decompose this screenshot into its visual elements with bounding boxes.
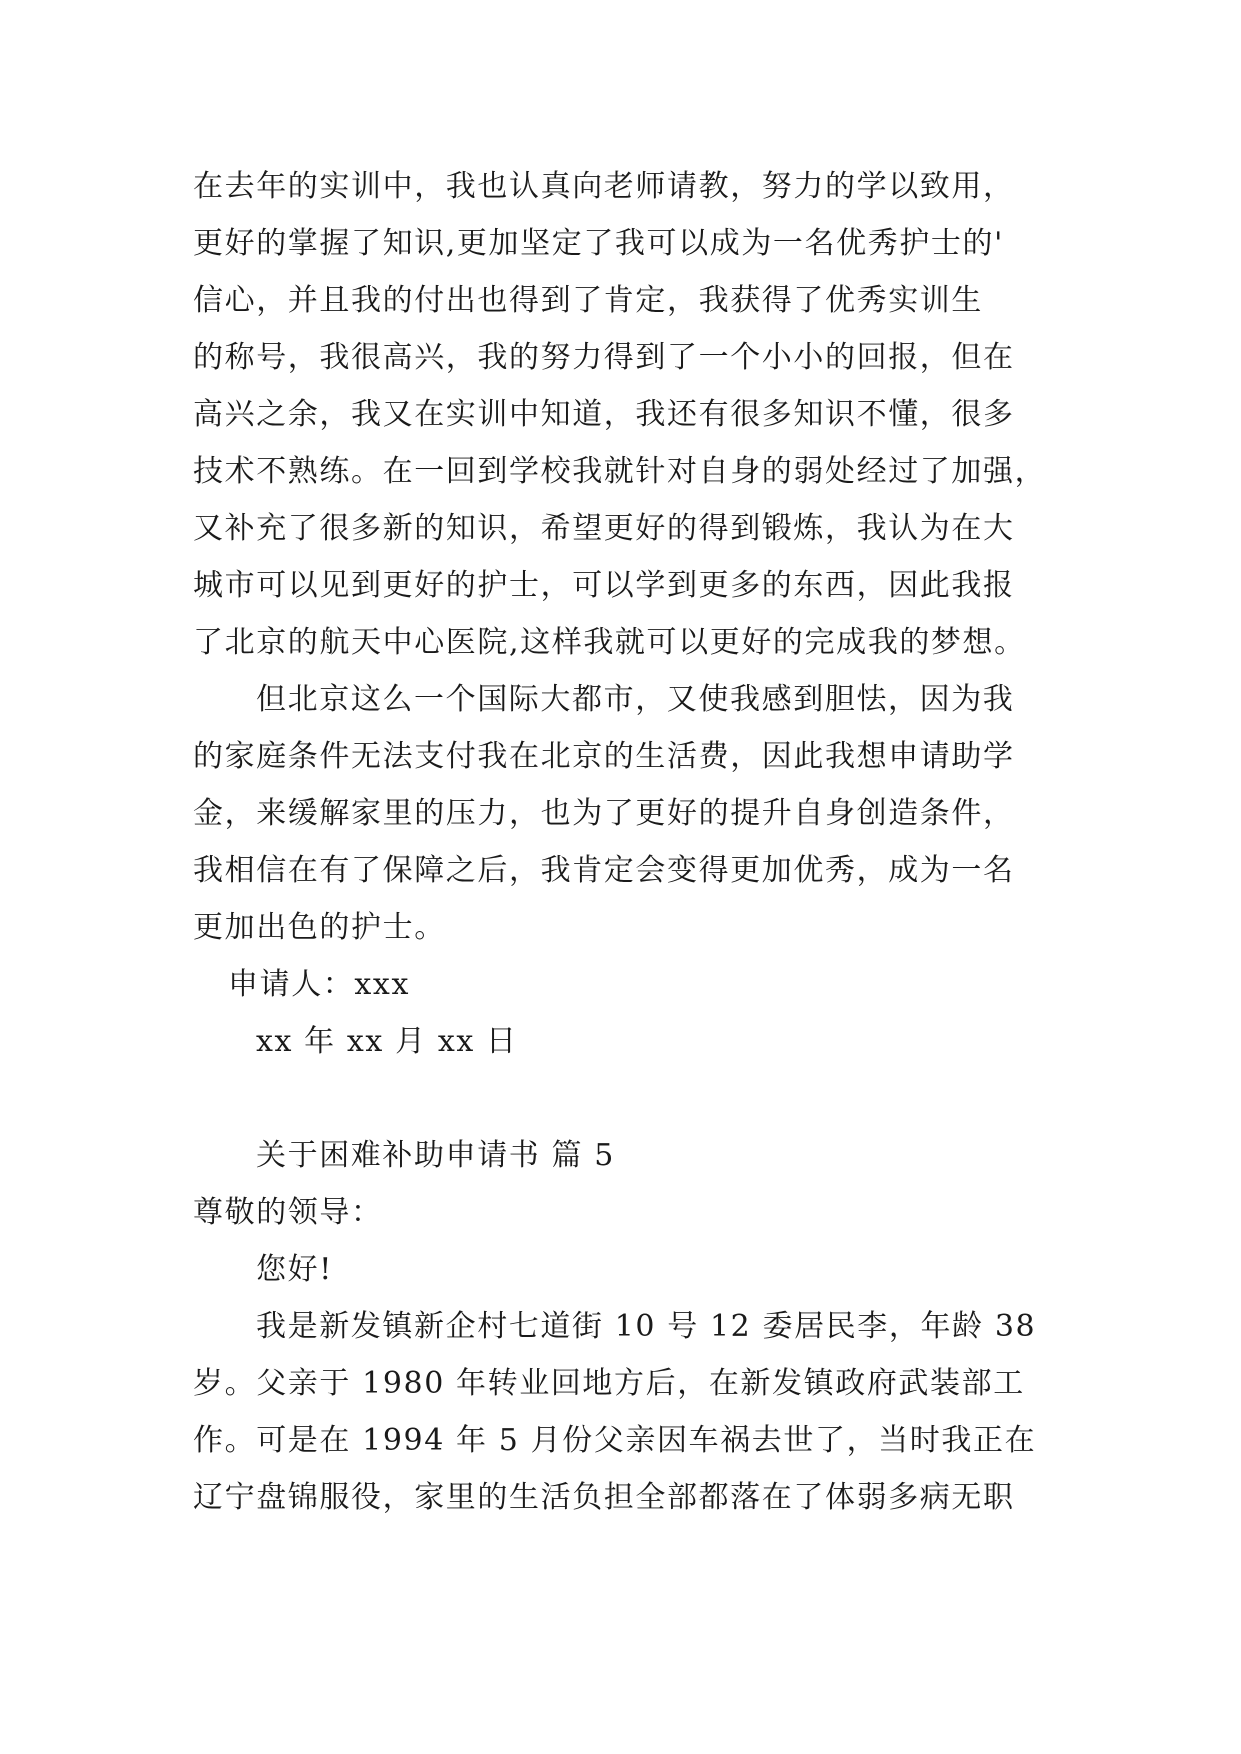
- paragraph-2-line-1: 但北京这么一个国际大都市，又使我感到胆怯，因为我: [256, 682, 1015, 717]
- paragraph-3-line-3: 作。可是在 1994 年 5 月份父亲因车祸去世了，当时我正在: [193, 1423, 1037, 1458]
- paragraph-1-line-8: 城市可以见到更好的护士，可以学到更多的东西，因此我报: [193, 568, 1015, 603]
- applicant-signature: 申请人：xxx: [228, 967, 410, 1002]
- paragraph-1-line-2: 更好的掌握了知识,更加坚定了我可以成为一名优秀护士的': [193, 226, 1004, 261]
- paragraph-1-line-7: 又补充了很多新的知识，希望更好的得到锻炼，我认为在大: [193, 511, 1015, 546]
- greeting: 您好!: [256, 1252, 333, 1287]
- paragraph-1-line-5: 高兴之余，我又在实训中知道，我还有很多知识不懂，很多: [193, 397, 1015, 432]
- paragraph-1-line-4: 的称号，我很高兴，我的努力得到了一个小小的回报，但在: [193, 340, 1015, 375]
- salutation: 尊敬的领导：: [193, 1195, 383, 1230]
- paragraph-2-line-3: 金，来缓解家里的压力，也为了更好的提升自身创造条件，: [193, 796, 1015, 831]
- paragraph-2-line-4: 我相信在有了保障之后，我肯定会变得更加优秀，成为一名: [193, 853, 1015, 888]
- signature-date: xx 年 xx 月 xx 日: [256, 1024, 518, 1059]
- paragraph-1-line-6: 技术不熟练。在一回到学校我就针对自身的弱处经过了加强，: [193, 454, 1047, 489]
- paragraph-1-line-3: 信心，并且我的付出也得到了肯定，我获得了优秀实训生: [193, 283, 983, 318]
- section-title: 关于困难补助申请书 篇 5: [256, 1138, 615, 1173]
- paragraph-3-line-1: 我是新发镇新企村七道街 10 号 12 委居民李，年龄 38: [256, 1309, 1037, 1344]
- paragraph-3-line-2: 岁。父亲于 1980 年转业回地方后，在新发镇政府武装部工: [193, 1366, 1025, 1401]
- paragraph-1-line-9: 了北京的航天中心医院,这样我就可以更好的完成我的梦想。: [193, 625, 1026, 660]
- paragraph-1-line-1: 在去年的实训中，我也认真向老师请教，努力的学以致用，: [193, 169, 1015, 204]
- paragraph-2-line-2: 的家庭条件无法支付我在北京的生活费，因此我想申请助学: [193, 739, 1015, 774]
- paragraph-3-line-4: 辽宁盘锦服役，家里的生活负担全部都落在了体弱多病无职: [193, 1480, 1015, 1515]
- paragraph-2-line-5: 更加出色的护士。: [193, 910, 446, 945]
